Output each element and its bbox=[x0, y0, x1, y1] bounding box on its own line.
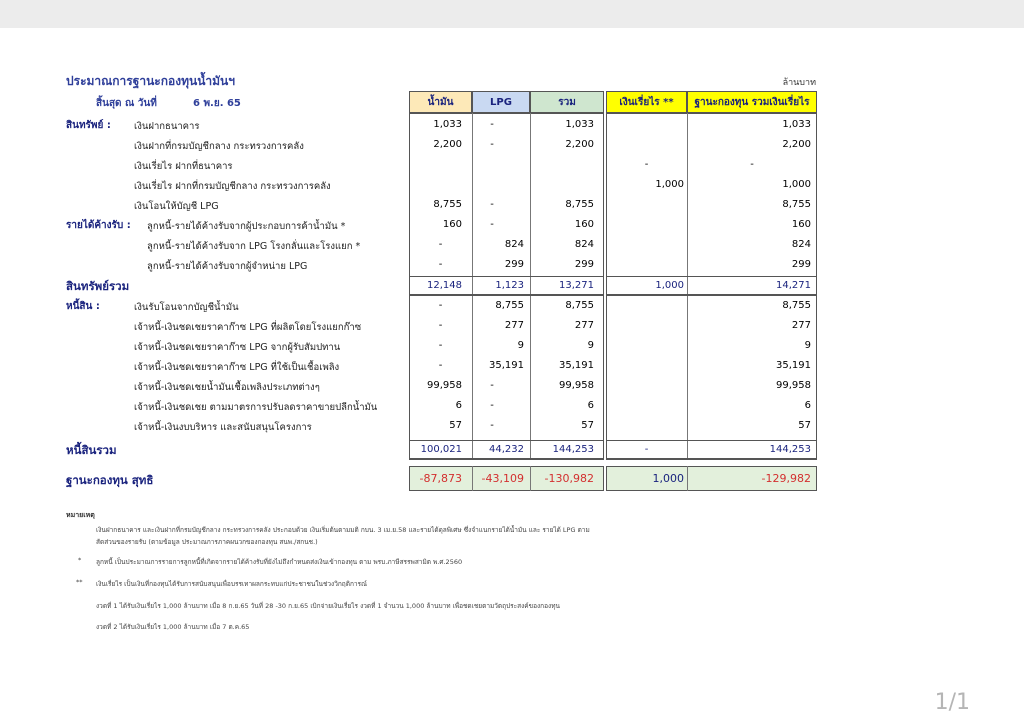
cell-fund: 9 bbox=[804, 340, 811, 351]
cell-total: 6 bbox=[587, 400, 594, 411]
header-lpg: LPG bbox=[472, 91, 530, 113]
row-label: เงินเรี่ยไร ฝากที่ธนาคาร bbox=[134, 161, 233, 172]
net-total: -130,982 bbox=[544, 472, 594, 485]
cell-oil: - bbox=[438, 340, 443, 351]
date-label: สิ้นสุด ณ วันที่ bbox=[96, 98, 157, 109]
note-1: เงินฝากธนาคาร และเงินฝากที่กรมบัญชีกลาง กระทรวงการคลัง ประกอบด้วย เงินเริ่มต้นตามมติ กบน. 3 เม.ย.58 และรายได้ดุลพิเศษ ซึ่งจำแนกรายได้น้ำมัน และ รายได้ LPG ตาม bbox=[96, 526, 590, 534]
row-label: เจ้าหนี้-เงินชดเชยน้ำมันเชื้อเพลิงประเภทต่างๆ bbox=[134, 382, 320, 393]
cell-lpg: 8,755 bbox=[495, 300, 524, 311]
cell-oil: - bbox=[438, 360, 443, 371]
cell-lpg: - bbox=[490, 139, 494, 150]
header-total: รวม bbox=[530, 91, 604, 113]
total-assets-fund: 14,271 bbox=[776, 280, 811, 291]
table-row bbox=[0, 336, 1024, 356]
table-row bbox=[0, 155, 1024, 175]
row-label: เจ้าหนี้-เงินงบบริหาร และสนับสนุนโครงการ bbox=[134, 422, 312, 433]
cell-fund: 299 bbox=[791, 259, 811, 270]
total-liabilities-lpg: 44,232 bbox=[489, 444, 524, 455]
table-row bbox=[0, 135, 1024, 155]
cell-oil: 57 bbox=[449, 420, 462, 431]
total-liabilities-loan: - bbox=[644, 444, 649, 455]
cell-fund: 160 bbox=[791, 219, 811, 230]
cell-oil: 8,755 bbox=[433, 199, 462, 210]
row-label: เจ้าหนี้-เงินชดเชยราคาก๊าซ LPG จากผู้รับสัมปทาน bbox=[134, 342, 341, 353]
cell-lpg: - bbox=[490, 400, 494, 411]
header-loan: เงินเรี่ยไร ** bbox=[606, 91, 687, 113]
cell-loan: - bbox=[644, 159, 649, 170]
note-1b: สัดส่วนของรายรับ (ตามข้อมูล ประมาณการภาคผนวกของกองทุน สนพ./สกนช.) bbox=[96, 538, 318, 546]
row-label: เงินเรี่ยไร ฝากที่กรมบัญชีกลาง กระทรวงการคลัง bbox=[134, 181, 331, 192]
cell-total: 99,958 bbox=[559, 380, 594, 391]
row-label: เจ้าหนี้-เงินชดเชยราคาก๊าซ LPG ที่ผลิตโดยโรงแยกก๊าซ bbox=[134, 322, 362, 333]
notes-heading: หมายเหตุ bbox=[66, 511, 95, 519]
cell-oil: - bbox=[438, 239, 443, 250]
cell-lpg: - bbox=[490, 420, 494, 431]
cell-fund: 35,191 bbox=[776, 360, 811, 371]
cell-total: 277 bbox=[574, 320, 594, 331]
date-value: 6 พ.ย. 65 bbox=[193, 98, 241, 109]
row-label: เจ้าหนี้-เงินชดเชยราคาก๊าซ LPG ที่ใช้เป็นเชื้อเพลิง bbox=[134, 362, 340, 373]
row-label: ลูกหนี้-รายได้ค้างรับจาก LPG โรงกลั่นและโรงแยก * bbox=[147, 241, 361, 252]
note-4: งวดที่ 1 ได้รับเงินเรี่ยไร 1,000 ล้านบาท เมื่อ 8 ก.ย.65 วันที่ 28 -30 ก.ย.65 เบิกจ่ายเงินเรี่ยไร งวดที่ 1 จำนวน 1,000 ล้านบาท เพื่อชดเชยตามวัตถุประสงค์ของกองทุน bbox=[96, 602, 560, 610]
total-liabilities-values bbox=[0, 440, 1024, 460]
total-assets-oil: 12,148 bbox=[427, 280, 462, 291]
category-liabilities: หนี้สิน : bbox=[66, 301, 100, 312]
cell-oil: 1,033 bbox=[433, 119, 462, 130]
total-liabilities-label: หนี้สินรวม bbox=[66, 443, 117, 457]
table-row bbox=[0, 255, 1024, 275]
viewer-top-bar bbox=[0, 0, 1024, 28]
note-5: งวดที่ 2 ได้รับเงินเรี่ยไร 1,000 ล้านบาท เมื่อ 7 ต.ค.65 bbox=[96, 623, 250, 631]
cell-fund: 2,200 bbox=[782, 139, 811, 150]
net-loan: 1,000 bbox=[652, 472, 684, 485]
cell-fund: 824 bbox=[791, 239, 811, 250]
net-fund: -129,982 bbox=[761, 472, 811, 485]
cell-total: 299 bbox=[574, 259, 594, 270]
cell-total: 1,033 bbox=[565, 119, 594, 130]
cell-oil: 6 bbox=[455, 400, 462, 411]
cell-oil: - bbox=[438, 300, 443, 311]
cell-total: 57 bbox=[581, 420, 594, 431]
cell-loan: 1,000 bbox=[655, 179, 684, 190]
cell-total: 160 bbox=[574, 219, 594, 230]
cell-fund: 6 bbox=[804, 400, 811, 411]
cell-lpg: 277 bbox=[504, 320, 524, 331]
total-liabilities-oil: 100,021 bbox=[420, 444, 462, 455]
note-2-mark: * bbox=[78, 556, 82, 564]
cell-total: 2,200 bbox=[565, 139, 594, 150]
total-assets-values bbox=[0, 276, 1024, 296]
note-3-mark: ** bbox=[76, 578, 83, 586]
row-label: เงินฝากธนาคาร bbox=[134, 121, 200, 132]
cell-total: 824 bbox=[574, 239, 594, 250]
table-row bbox=[0, 235, 1024, 255]
total-assets-total: 13,271 bbox=[559, 280, 594, 291]
net-oil: -87,873 bbox=[419, 472, 462, 485]
row-label: เงินโอนให้บัญชี LPG bbox=[134, 201, 219, 212]
table-row bbox=[0, 356, 1024, 376]
table-row bbox=[0, 296, 1024, 316]
total-assets-label: สินทรัพย์รวม bbox=[66, 279, 130, 293]
table-row bbox=[0, 396, 1024, 416]
row-label: เงินรับโอนจากบัญชีน้ำมัน bbox=[134, 302, 239, 313]
cell-fund: 99,958 bbox=[776, 380, 811, 391]
cell-lpg: 299 bbox=[504, 259, 524, 270]
note-2: ลูกหนี้ เป็นประมาณการรายการลูกหนี้ที่เกิดจากรายได้ค้างรับที่ยังไม่ถึงกำหนดส่งเงินเข้ากองทุน ตาม พรบ.ภาษีสรรพสามิต พ.ศ.2560 bbox=[96, 558, 463, 566]
cell-lpg: 35,191 bbox=[489, 360, 524, 371]
cell-fund: 8,755 bbox=[782, 300, 811, 311]
total-assets-loan: 1,000 bbox=[655, 280, 684, 291]
total-liabilities-total: 144,253 bbox=[552, 444, 594, 455]
cell-fund: 1,000 bbox=[782, 179, 811, 190]
cell-oil: - bbox=[438, 259, 443, 270]
cell-fund: 57 bbox=[798, 420, 811, 431]
table-row bbox=[0, 416, 1024, 436]
note-3: เงินเรี่ยไร เป็นเงินที่กองทุนได้รับการสนับสนุนเพื่อบรรเทาผลกระทบแก่ประชาชนในช่วงวิกฤติการณ์ bbox=[96, 580, 368, 588]
category-receivables: รายได้ค้างรับ : bbox=[66, 220, 131, 231]
cell-lpg: - bbox=[490, 219, 494, 230]
cell-fund: - bbox=[750, 159, 754, 170]
cell-oil: 2,200 bbox=[433, 139, 462, 150]
cell-fund: 8,755 bbox=[782, 199, 811, 210]
cell-fund: 1,033 bbox=[782, 119, 811, 130]
table-row bbox=[0, 195, 1024, 215]
cell-lpg: - bbox=[490, 380, 494, 391]
cell-total: 8,755 bbox=[565, 199, 594, 210]
report-title: ประมาณการฐานะกองทุนน้ำมันฯ bbox=[66, 74, 235, 88]
cell-lpg: 9 bbox=[517, 340, 524, 351]
header-oil: น้ำมัน bbox=[409, 91, 472, 113]
row-label: เงินฝากที่กรมบัญชีกลาง กระทรวงการคลัง bbox=[134, 141, 304, 152]
cell-lpg: - bbox=[490, 199, 494, 210]
cell-total: 35,191 bbox=[559, 360, 594, 371]
table-row bbox=[0, 115, 1024, 135]
cell-oil: - bbox=[438, 320, 443, 331]
table-row bbox=[0, 175, 1024, 195]
row-label: ลูกหนี้-รายได้ค้างรับจากผู้ประกอบการค้าน้ำมัน * bbox=[147, 221, 346, 232]
table-row bbox=[0, 215, 1024, 235]
cell-oil: 99,958 bbox=[427, 380, 462, 391]
cell-total: 9 bbox=[587, 340, 594, 351]
total-liabilities-fund: 144,253 bbox=[769, 444, 811, 455]
table-row bbox=[0, 376, 1024, 396]
category-assets: สินทรัพย์ : bbox=[66, 120, 111, 131]
net-position-label: ฐานะกองทุน สุทธิ bbox=[66, 473, 154, 487]
cell-lpg: 824 bbox=[504, 239, 524, 250]
row-label: เจ้าหนี้-เงินชดเชย ตามมาตรการปรับลดราคาขายปลีกน้ำมัน bbox=[134, 402, 378, 413]
cell-lpg: - bbox=[490, 119, 494, 130]
cell-fund: 277 bbox=[791, 320, 811, 331]
page-indicator: 1/1 bbox=[934, 690, 970, 715]
header-fund: ฐานะกองทุน รวมเงินเรี่ยไร bbox=[687, 91, 817, 113]
cell-total: 8,755 bbox=[565, 300, 594, 311]
table-row bbox=[0, 316, 1024, 336]
cell-oil: 160 bbox=[442, 219, 462, 230]
net-lpg: -43,109 bbox=[481, 472, 524, 485]
total-assets-lpg: 1,123 bbox=[495, 280, 524, 291]
unit-label: ล้านบาท bbox=[782, 78, 816, 88]
row-label: ลูกหนี้-รายได้ค้างรับจากผู้จำหน่าย LPG bbox=[147, 261, 308, 272]
